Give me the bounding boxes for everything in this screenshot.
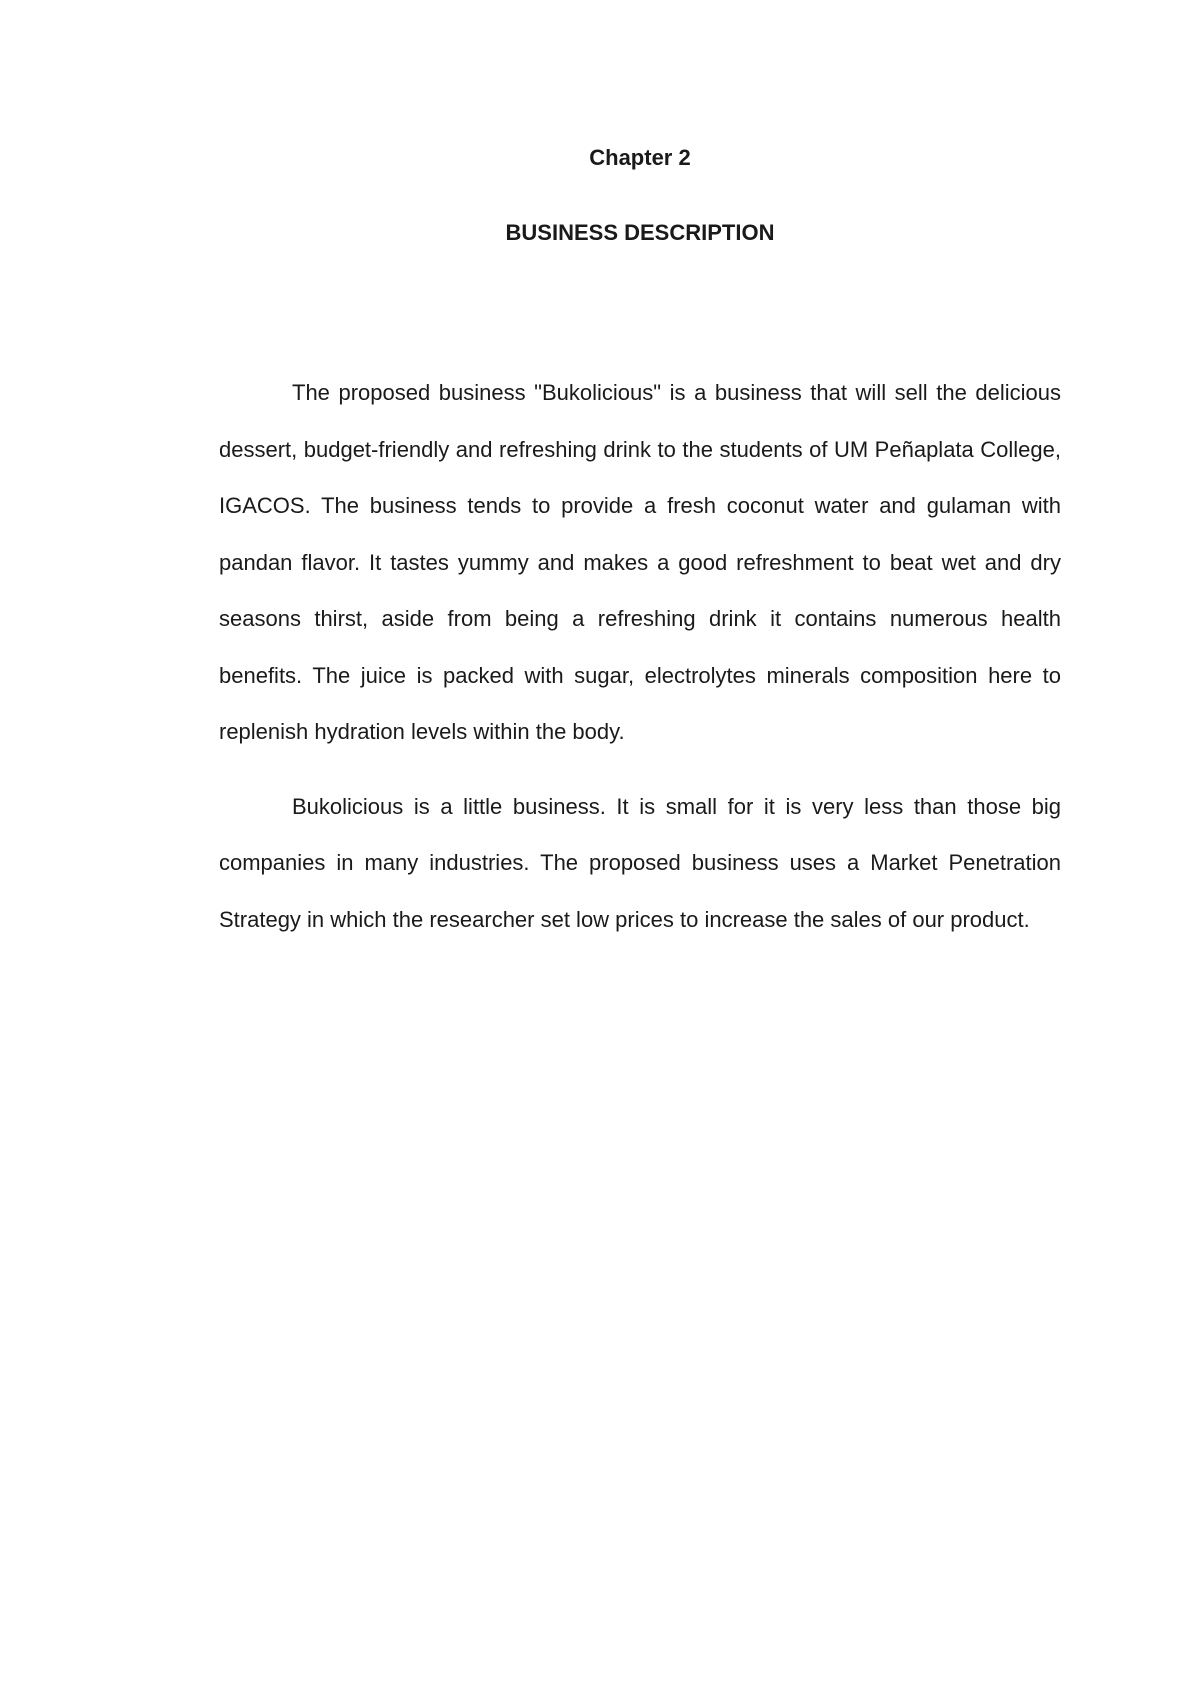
- paragraph-1: The proposed business "Bukolicious" is a business that will sell the delicious dessert, budget-friendly and refreshing drink to the students of UM Peñaplata College, IGACOS. The business tends to provide a fresh coconut water and gulaman with pandan flavor. It tastes yummy and makes a good refreshment to beat wet and dry seasons thirst, aside from being a refreshing drink it contains numerous health benefits. The juice is packed with sugar, electrolytes minerals composition here to replenish hydration levels within the body.: [219, 380, 1061, 744]
- section-heading: BUSINESS DESCRIPTION: [505, 220, 775, 245]
- body-text: [219, 365, 1061, 966]
- paragraph-2: Bukolicious is a little business. It is small for it is very less than those big companies in many industries. The proposed business uses a Market Penetration Strategy in which the researcher set low prices to increase the sales of our product.: [219, 793, 1061, 932]
- chapter-heading: Chapter 2: [589, 145, 691, 170]
